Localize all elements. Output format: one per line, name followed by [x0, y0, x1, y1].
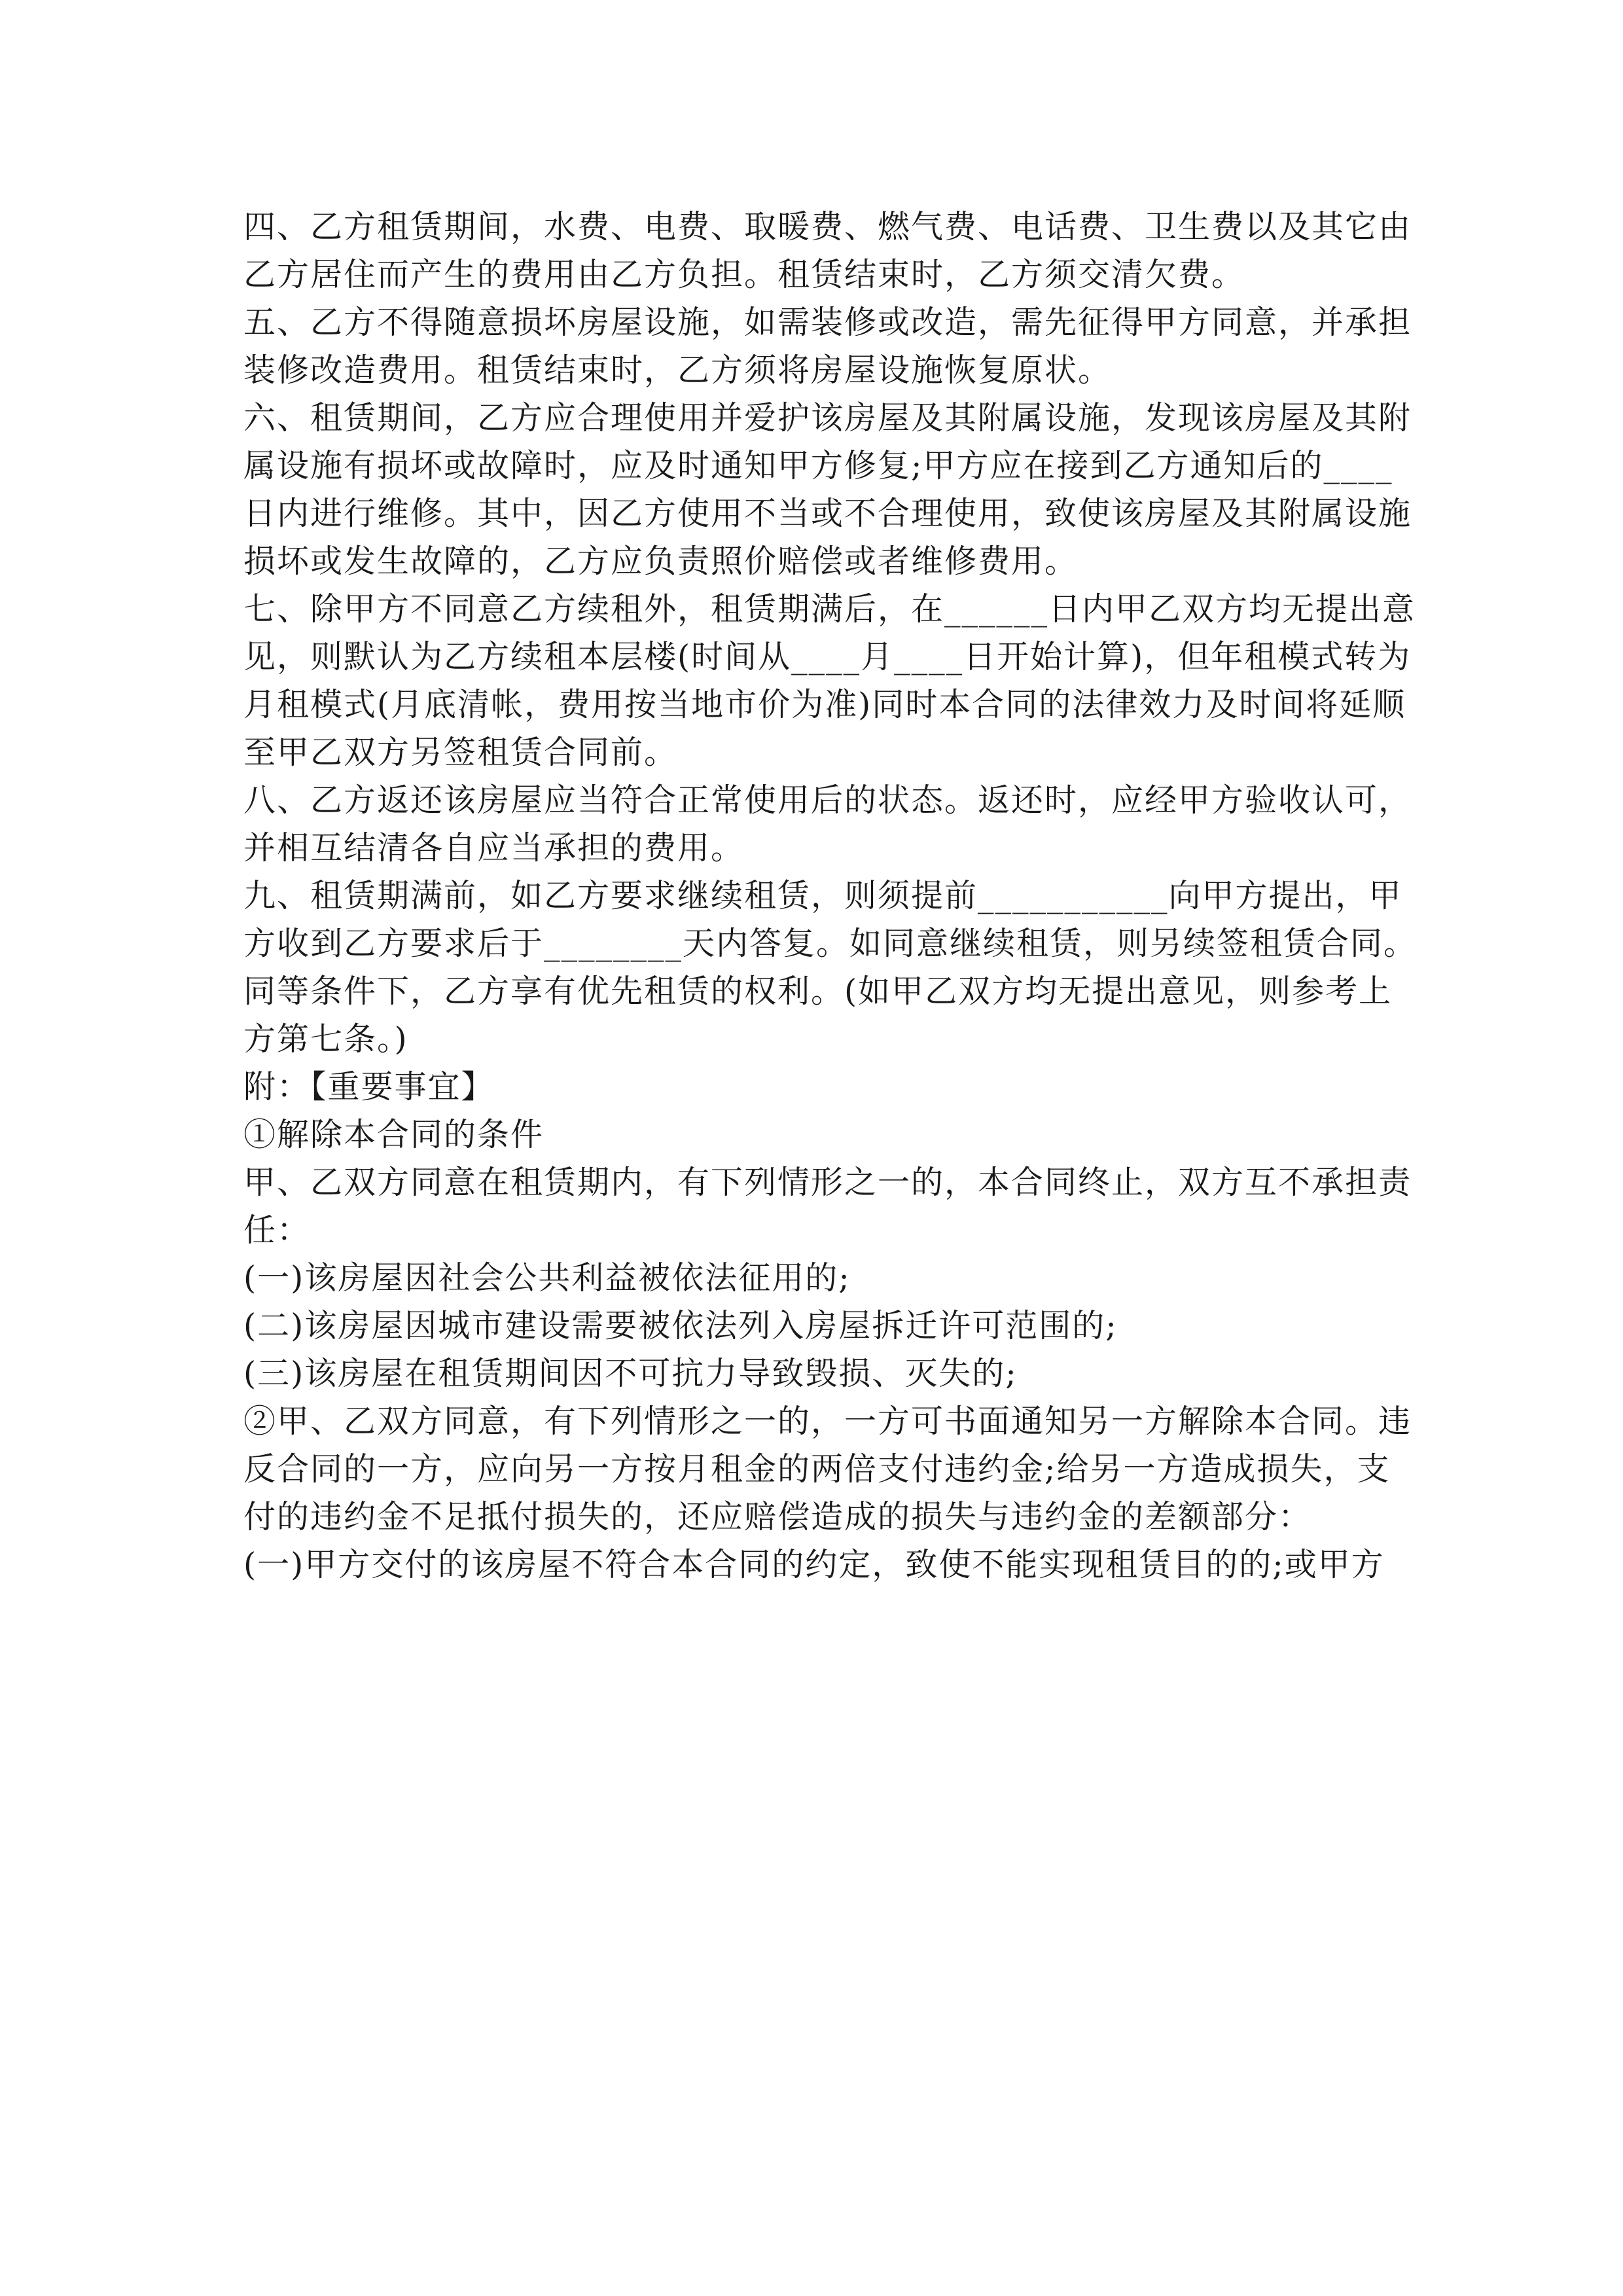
text-line: 方第七条。) [243, 1020, 408, 1058]
contract-body [243, 203, 1418, 1588]
text-line: 装修改造费用。租赁结束时，乙方须将房屋设施恢复原状。 [243, 351, 1112, 389]
text-line: 任： [243, 1211, 311, 1249]
text-line: 九、租赁期满前，如乙方要求继续租赁，则须提前___________向甲方提出，甲 [243, 877, 1402, 914]
text-line: 同等条件下，乙方享有优先租赁的权利。(如甲乙双方均无提出意见，则参考上 [243, 973, 1393, 1010]
text-line: 反合同的一方，应向另一方按月租金的两倍支付违约金;给另一方造成损失，支 [243, 1450, 1391, 1488]
text-line: 损坏或发生故障的，乙方应负责照价赔偿或者维修费用。 [243, 543, 1079, 580]
text-line: 七、除甲方不同意乙方续租外，租赁期满后，在______日内甲乙双方均无提出意 [243, 590, 1416, 628]
text-line: 并相互结清各自应当承担的费用。 [243, 829, 745, 867]
text-line: 方收到乙方要求后于________天内答复。如同意继续租赁，则另续签租赁合同。 [243, 925, 1418, 962]
text-line: 甲、乙双方同意在租赁期内，有下列情形之一的，本合同终止，双方互不承担责 [243, 1164, 1412, 1201]
text-line: 五、乙方不得随意损坏房屋设施，如需装修或改造，需先征得甲方同意，并承担 [243, 304, 1412, 341]
text-line: 月租模式(月底清帐，费用按当地市价为准)同时本合同的法律效力及时间将延顺 [243, 686, 1406, 723]
text-line: 六、租赁期间，乙方应合理使用并爱护该房屋及其附属设施，发现该房屋及其附 [243, 399, 1412, 437]
text-line: (三)该房屋在租赁期间因不可抗力导致毁损、灭失的; [243, 1355, 1018, 1392]
text-line: ①解除本合同的条件 [243, 1116, 544, 1153]
text-line: (一)该房屋因社会公共利益被依法征用的; [243, 1259, 851, 1297]
text-line: 付的违约金不足抵付损失的，还应赔偿造成的损失与违约金的差额部分： [243, 1498, 1312, 1535]
text-line: 乙方居住而产生的费用由乙方负担。租赁结束时，乙方须交清欠费。 [243, 256, 1245, 293]
text-line: 八、乙方返还该房屋应当符合正常使用后的状态。返还时，应经甲方验收认可， [243, 781, 1412, 819]
text-line: 至甲乙双方另签租赁合同前。 [243, 734, 678, 771]
text-line: 附：【重要事宜】 [243, 1068, 495, 1105]
text-line: 四、乙方租赁期间，水费、电费、取暖费、燃气费、电话费、卫生费以及其它由 [243, 208, 1412, 245]
text-line: ②甲、乙双方同意，有下列情形之一的，一方可书面通知另一方解除本合同。违 [243, 1403, 1412, 1440]
text-line: 见，则默认为乙方续租本层楼(时间从____月____日开始计算)，但年租模式转为 [243, 638, 1412, 675]
text-line: (一)甲方交付的该房屋不符合本合同的约定，致使不能实现租赁目的的;或甲方 [243, 1546, 1385, 1583]
text-line: 属设施有损坏或故障时，应及时通知甲方修复;甲方应在接到乙方通知后的____ [243, 447, 1393, 484]
text-line: 日内进行维修。其中，因乙方使用不当或不合理使用，致使该房屋及其附属设施 [243, 495, 1412, 532]
text-line: (二)该房屋因城市建设需要被依法列入房屋拆迁许可范围的; [243, 1307, 1118, 1344]
